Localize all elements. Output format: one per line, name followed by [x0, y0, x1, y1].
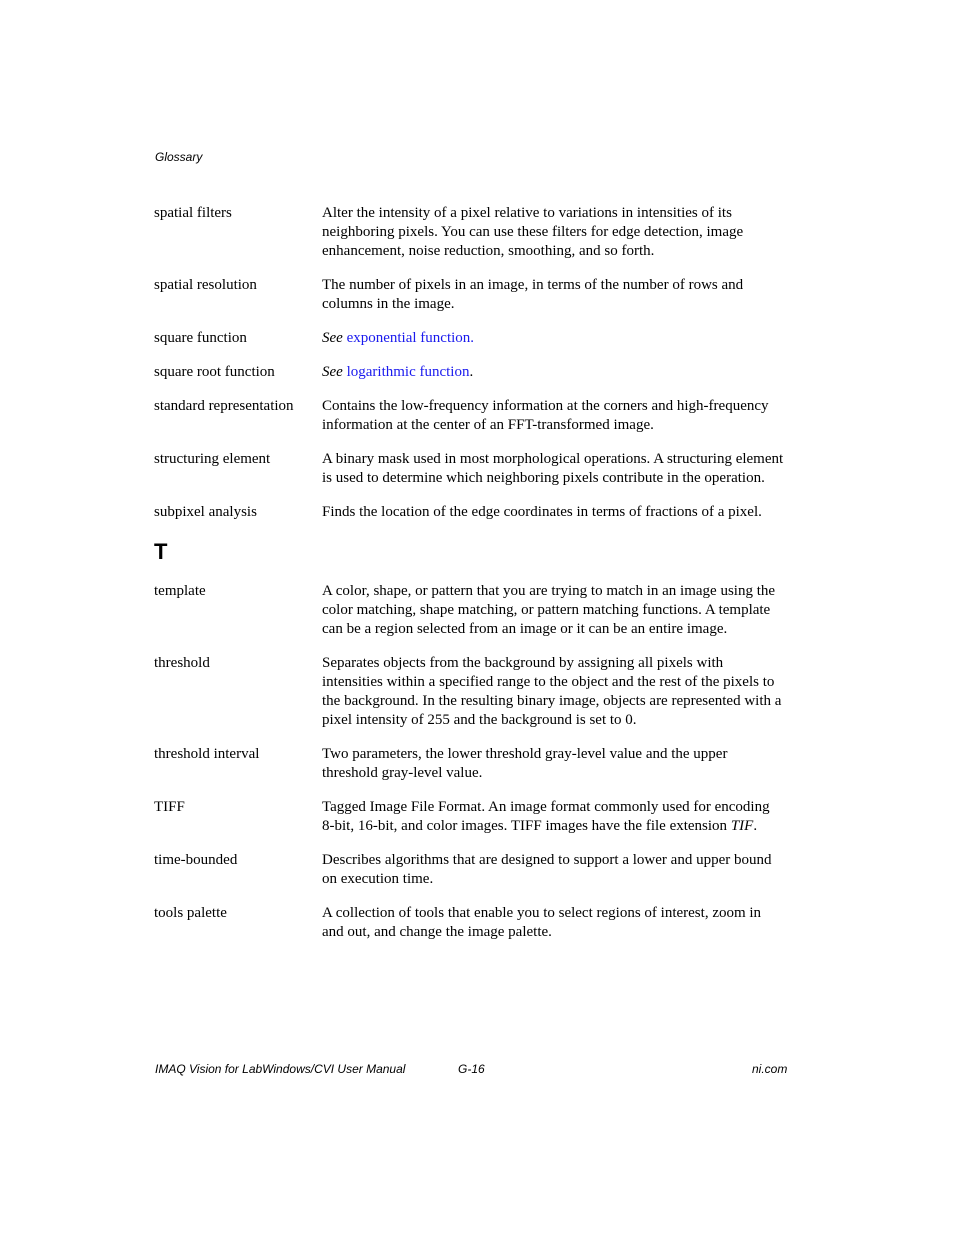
- glossary-term: standard representation: [154, 398, 294, 414]
- glossary-term: threshold: [154, 655, 210, 671]
- cross-reference-link[interactable]: exponential function.: [346, 330, 475, 346]
- glossary-term: structuring element: [154, 451, 271, 467]
- glossary-term: square root function: [154, 364, 275, 380]
- running-head: Glossary: [155, 150, 203, 164]
- glossary-definition: A collection of tools that enable you to select regions of interest, zoom in and out, and change the image palette.: [322, 905, 762, 940]
- glossary-definition: [322, 329, 784, 348]
- glossary-definition: Separates objects from the background by assigning all pixels with intensities within a specified range to the object and the rest of the pixels to the background. In the resulting binary image, objects are represented with a pixel intensity of 255 and the background is set to 0.: [322, 655, 782, 728]
- glossary-definition: Alter the intensity of a pixel relative to variations in intensities of its neighboring pixels. You can use these filters for edge detection, image enhancement, noise reduction, smoothing, and so forth.: [322, 205, 744, 259]
- glossary-entry-structuring-element: [154, 450, 794, 488]
- glossary-entries: [154, 204, 794, 957]
- glossary-term: time-bounded: [154, 852, 238, 868]
- footer-manual-title: IMAQ Vision for LabWindows/CVI User Manual: [155, 1062, 406, 1076]
- trailing-punctuation: .: [753, 818, 758, 834]
- glossary-definition: [322, 363, 784, 382]
- glossary-term: spatial resolution: [154, 277, 257, 293]
- glossary-entry-square-root-function: [154, 363, 794, 382]
- glossary-definition: A color, shape, or pattern that you are trying to match in an image using the color matching, shape matching, or pattern matching functions. A template can be a region selected from an image or it can be an entire image.: [322, 583, 776, 637]
- file-extension: TIF: [730, 818, 754, 834]
- glossary-definition: Describes algorithms that are designed to support a lower and upper bound on execution time.: [322, 852, 772, 887]
- glossary-entry-threshold: [154, 654, 794, 730]
- glossary-entry-tiff: [154, 798, 794, 836]
- see-label: See: [322, 330, 343, 346]
- glossary-entry-spatial-filters: [154, 204, 794, 261]
- footer-site: ni.com: [752, 1062, 788, 1076]
- glossary-definition: Two parameters, the lower threshold gray-level value and the upper threshold gray-level value.: [322, 746, 728, 781]
- glossary-entry-tools-palette: [154, 904, 794, 942]
- glossary-term: spatial filters: [154, 205, 232, 221]
- section-heading-t: T: [154, 539, 168, 564]
- glossary-entry-threshold-interval: [154, 745, 794, 783]
- cross-reference-link[interactable]: logarithmic function: [346, 364, 470, 380]
- glossary-term: tools palette: [154, 905, 227, 921]
- glossary-entry-subpixel-analysis: [154, 503, 794, 522]
- glossary-definition: Finds the location of the edge coordinates in terms of fractions of a pixel.: [322, 504, 762, 520]
- glossary-entry-spatial-resolution: [154, 276, 794, 314]
- glossary-definition: [322, 798, 784, 836]
- glossary-definition: A binary mask used in most morphological operations. A structuring element is used to determine which neighboring pixels contribute in the operation.: [322, 451, 784, 486]
- glossary-definition: Contains the low-frequency information at the corners and high-frequency information at the center of an FFT-transformed image.: [322, 398, 769, 433]
- glossary-entry-template: [154, 582, 794, 639]
- glossary-term: threshold interval: [154, 746, 260, 762]
- glossary-definition: The number of pixels in an image, in terms of the number of rows and columns in the image.: [322, 277, 744, 312]
- glossary-entry-square-function: [154, 329, 794, 348]
- glossary-term: square function: [154, 330, 247, 346]
- glossary-term: TIFF: [154, 799, 185, 815]
- glossary-term: subpixel analysis: [154, 504, 257, 520]
- see-label: See: [322, 364, 343, 380]
- trailing-punctuation: .: [469, 364, 474, 380]
- glossary-term: template: [154, 583, 206, 599]
- definition-text: Tagged Image File Format. An image format commonly used for encoding 8-bit, 16-bit, and color images. TIFF images have the file extension: [322, 799, 770, 834]
- glossary-entry-standard-representation: [154, 397, 794, 435]
- footer-page-number: G-16: [458, 1062, 485, 1076]
- glossary-entry-time-bounded: [154, 851, 794, 889]
